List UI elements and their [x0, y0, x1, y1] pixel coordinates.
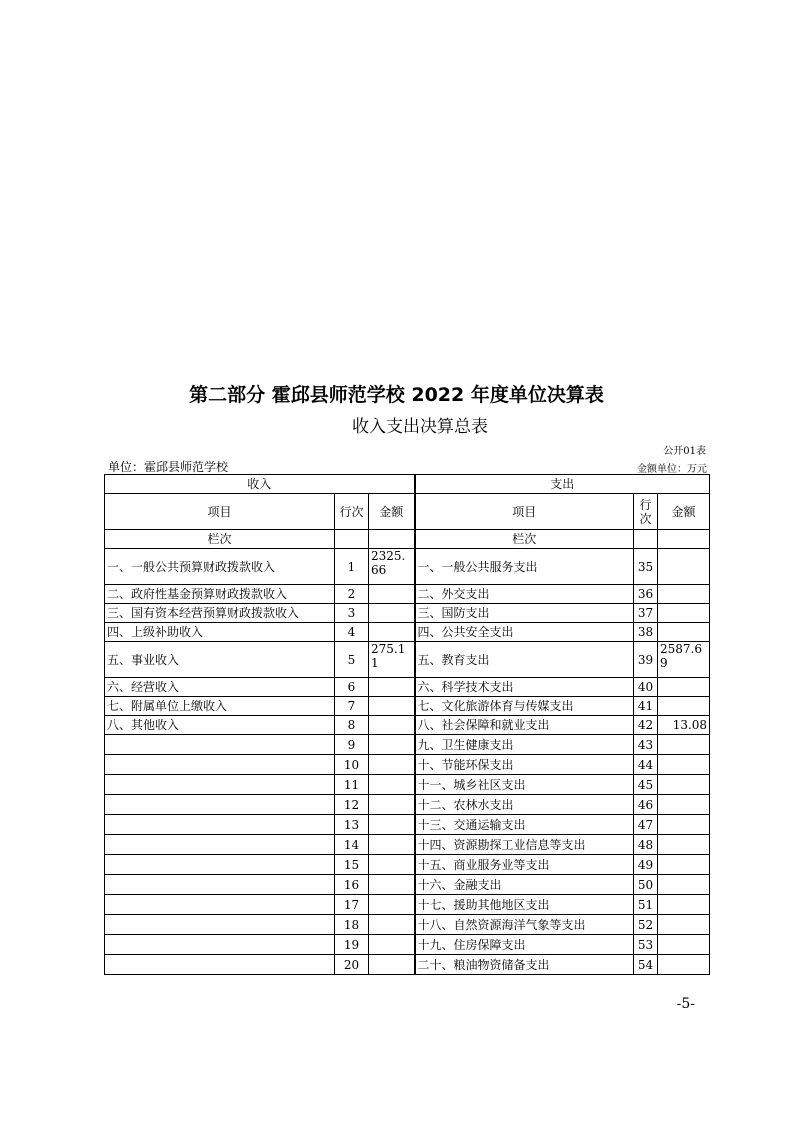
- col-item-income: 项目: [105, 494, 335, 530]
- expense-amount-cell: [658, 623, 710, 642]
- expense-item-cell: 六、科学技术支出: [415, 678, 634, 697]
- expense-amount-cell: [658, 755, 710, 775]
- expense-line-cell: 36: [634, 585, 658, 604]
- income-header: 收入: [105, 475, 415, 494]
- income-item-cell: [105, 755, 335, 775]
- income-line-cell: 7: [335, 697, 369, 716]
- expense-line-cell: 35: [634, 549, 658, 585]
- table-row: [105, 955, 710, 975]
- expense-item-cell: 七、文化旅游体育与传媒支出: [415, 697, 634, 716]
- income-item-cell: 一、一般公共预算财政拨款收入: [105, 549, 335, 585]
- table-row: [105, 585, 710, 604]
- expense-line-cell: 50: [634, 875, 658, 895]
- table-row: [105, 795, 710, 815]
- expense-line-cell: 53: [634, 935, 658, 955]
- income-amount-cell: [369, 585, 415, 604]
- income-item-cell: [105, 735, 335, 755]
- expense-amount-cell: [658, 549, 710, 585]
- expense-line-cell: 52: [634, 915, 658, 935]
- expense-line-cell: 39: [634, 642, 658, 678]
- income-item-cell: [105, 895, 335, 915]
- income-line-cell: 10: [335, 755, 369, 775]
- income-amount-cell: 275.11: [369, 642, 415, 678]
- income-amount-cell: [369, 623, 415, 642]
- income-item-cell: [105, 815, 335, 835]
- table-row: [105, 697, 710, 716]
- income-amount-cell: [369, 955, 415, 975]
- table-row: [105, 623, 710, 642]
- income-item-cell: 八、其他收入: [105, 716, 335, 735]
- income-amount-cell: [369, 855, 415, 875]
- income-line-cell: 20: [335, 955, 369, 975]
- income-item-cell: 四、上级补助收入: [105, 623, 335, 642]
- expense-item-cell: 十四、资源勘探工业信息等支出: [415, 835, 634, 855]
- expense-line-cell: 47: [634, 815, 658, 835]
- lanci-row: [105, 530, 710, 549]
- expense-item-cell: 五、教育支出: [415, 642, 634, 678]
- table-row: [105, 815, 710, 835]
- col-item-expense: 项目: [415, 494, 634, 530]
- income-item-cell: 二、政府性基金预算财政拨款收入: [105, 585, 335, 604]
- expense-amount-cell: [658, 875, 710, 895]
- expense-amount-cell: [658, 735, 710, 755]
- income-line-cell: 16: [335, 875, 369, 895]
- table-row: [105, 775, 710, 795]
- income-line-cell: 4: [335, 623, 369, 642]
- income-item-cell: [105, 875, 335, 895]
- expense-amount-cell: [658, 955, 710, 975]
- expense-amount-cell: [658, 815, 710, 835]
- lanci-empty: [658, 530, 710, 549]
- income-amount-cell: [369, 755, 415, 775]
- column-header-row: [105, 494, 710, 530]
- income-line-cell: 13: [335, 815, 369, 835]
- expense-amount-cell: [658, 895, 710, 915]
- table-row: [105, 875, 710, 895]
- expense-amount-cell: [658, 604, 710, 623]
- lanci-empty: [634, 530, 658, 549]
- income-item-cell: [105, 795, 335, 815]
- expense-amount-cell: [658, 795, 710, 815]
- col-line-expense: 行次: [634, 494, 658, 530]
- income-line-cell: 1: [335, 549, 369, 585]
- expense-item-cell: 十三、交通运输支出: [415, 815, 634, 835]
- income-line-cell: 14: [335, 835, 369, 855]
- expense-line-cell: 51: [634, 895, 658, 915]
- col-line-income: 行次: [335, 494, 369, 530]
- income-item-cell: 五、事业收入: [105, 642, 335, 678]
- table-row: [105, 735, 710, 755]
- income-amount-cell: [369, 795, 415, 815]
- page-title: 第二部分 霍邱县师范学校 2022 年度单位决算表: [189, 384, 604, 406]
- table-row: [105, 835, 710, 855]
- expense-item-cell: 九、卫生健康支出: [415, 735, 634, 755]
- income-line-cell: 5: [335, 642, 369, 678]
- expense-item-cell: 十、节能环保支出: [415, 755, 634, 775]
- income-line-cell: 17: [335, 895, 369, 915]
- income-amount-cell: [369, 835, 415, 855]
- expense-line-cell: 44: [634, 755, 658, 775]
- income-item-cell: [105, 915, 335, 935]
- expense-item-cell: 十八、自然资源海洋气象等支出: [415, 915, 634, 935]
- income-item-cell: 六、经营收入: [105, 678, 335, 697]
- income-item-cell: 七、附属单位上缴收入: [105, 697, 335, 716]
- table-row: [105, 895, 710, 915]
- income-amount-cell: [369, 935, 415, 955]
- expense-amount-cell: [658, 678, 710, 697]
- table-row: [105, 935, 710, 955]
- expense-amount-cell: [658, 585, 710, 604]
- expense-line-cell: 41: [634, 697, 658, 716]
- lanci-empty: [369, 530, 415, 549]
- expense-amount-cell: 2587.69: [658, 642, 710, 678]
- amount-unit: 金额单位：万元: [637, 464, 707, 475]
- table-row: [105, 716, 710, 735]
- expense-line-cell: 38: [634, 623, 658, 642]
- income-amount-cell: [369, 915, 415, 935]
- income-amount-cell: [369, 604, 415, 623]
- table-row: [105, 855, 710, 875]
- expense-line-cell: 43: [634, 735, 658, 755]
- col-amount-expense: 金额: [658, 494, 710, 530]
- income-line-cell: 18: [335, 915, 369, 935]
- income-amount-cell: 2325.66: [369, 549, 415, 585]
- income-item-cell: [105, 775, 335, 795]
- expense-amount-cell: 13.08: [658, 716, 710, 735]
- expense-amount-cell: [658, 855, 710, 875]
- income-expense-table: [104, 474, 710, 975]
- expense-line-cell: 37: [634, 604, 658, 623]
- expense-line-cell: 40: [634, 678, 658, 697]
- section-header-row: [105, 475, 710, 494]
- reporting-unit: 单位：霍邱县师范学校: [108, 460, 229, 474]
- table-row: [105, 678, 710, 697]
- expense-line-cell: 54: [634, 955, 658, 975]
- expense-amount-cell: [658, 835, 710, 855]
- income-amount-cell: [369, 895, 415, 915]
- table-code: 公开01表: [663, 446, 706, 457]
- expense-item-cell: 十二、农林水支出: [415, 795, 634, 815]
- expense-item-cell: 十五、商业服务业等支出: [415, 855, 634, 875]
- income-item-cell: [105, 855, 335, 875]
- expense-item-cell: 十六、金融支出: [415, 875, 634, 895]
- income-amount-cell: [369, 697, 415, 716]
- table-row: [105, 755, 710, 775]
- table-row: [105, 642, 710, 678]
- income-line-cell: 9: [335, 735, 369, 755]
- col-amount-income: 金额: [369, 494, 415, 530]
- expense-amount-cell: [658, 935, 710, 955]
- expense-amount-cell: [658, 775, 710, 795]
- income-line-cell: 19: [335, 935, 369, 955]
- page-number: -5-: [676, 996, 695, 1012]
- expense-item-cell: 十七、援助其他地区支出: [415, 895, 634, 915]
- expense-item-cell: 八、社会保障和就业支出: [415, 716, 634, 735]
- expense-item-cell: 一、一般公共服务支出: [415, 549, 634, 585]
- expense-amount-cell: [658, 915, 710, 935]
- expense-item-cell: 十九、住房保障支出: [415, 935, 634, 955]
- income-item-cell: [105, 955, 335, 975]
- income-item-cell: [105, 935, 335, 955]
- expense-item-cell: 十一、城乡社区支出: [415, 775, 634, 795]
- lanci-left: 栏次: [105, 530, 335, 549]
- expense-item-cell: 二、外交支出: [415, 585, 634, 604]
- income-line-cell: 12: [335, 795, 369, 815]
- expense-line-cell: 42: [634, 716, 658, 735]
- income-line-cell: 6: [335, 678, 369, 697]
- expense-amount-cell: [658, 697, 710, 716]
- income-amount-cell: [369, 875, 415, 895]
- income-line-cell: 15: [335, 855, 369, 875]
- expense-line-cell: 49: [634, 855, 658, 875]
- income-amount-cell: [369, 716, 415, 735]
- income-amount-cell: [369, 735, 415, 755]
- lanci-empty: [335, 530, 369, 549]
- income-amount-cell: [369, 815, 415, 835]
- table-subtitle: 收入支出决算总表: [352, 417, 488, 437]
- expense-item-cell: 二十、粮油物资储备支出: [415, 955, 634, 975]
- expense-item-cell: 四、公共安全支出: [415, 623, 634, 642]
- expense-line-cell: 45: [634, 775, 658, 795]
- income-line-cell: 2: [335, 585, 369, 604]
- lanci-right: 栏次: [415, 530, 634, 549]
- expense-header: 支出: [415, 475, 710, 494]
- income-line-cell: 8: [335, 716, 369, 735]
- table-row: [105, 915, 710, 935]
- income-item-cell: 三、国有资本经营预算财政拨款收入: [105, 604, 335, 623]
- income-line-cell: 11: [335, 775, 369, 795]
- income-amount-cell: [369, 678, 415, 697]
- table-row: [105, 604, 710, 623]
- table-row: [105, 549, 710, 585]
- income-amount-cell: [369, 775, 415, 795]
- income-item-cell: [105, 835, 335, 855]
- expense-item-cell: 三、国防支出: [415, 604, 634, 623]
- income-line-cell: 3: [335, 604, 369, 623]
- expense-line-cell: 48: [634, 835, 658, 855]
- expense-line-cell: 46: [634, 795, 658, 815]
